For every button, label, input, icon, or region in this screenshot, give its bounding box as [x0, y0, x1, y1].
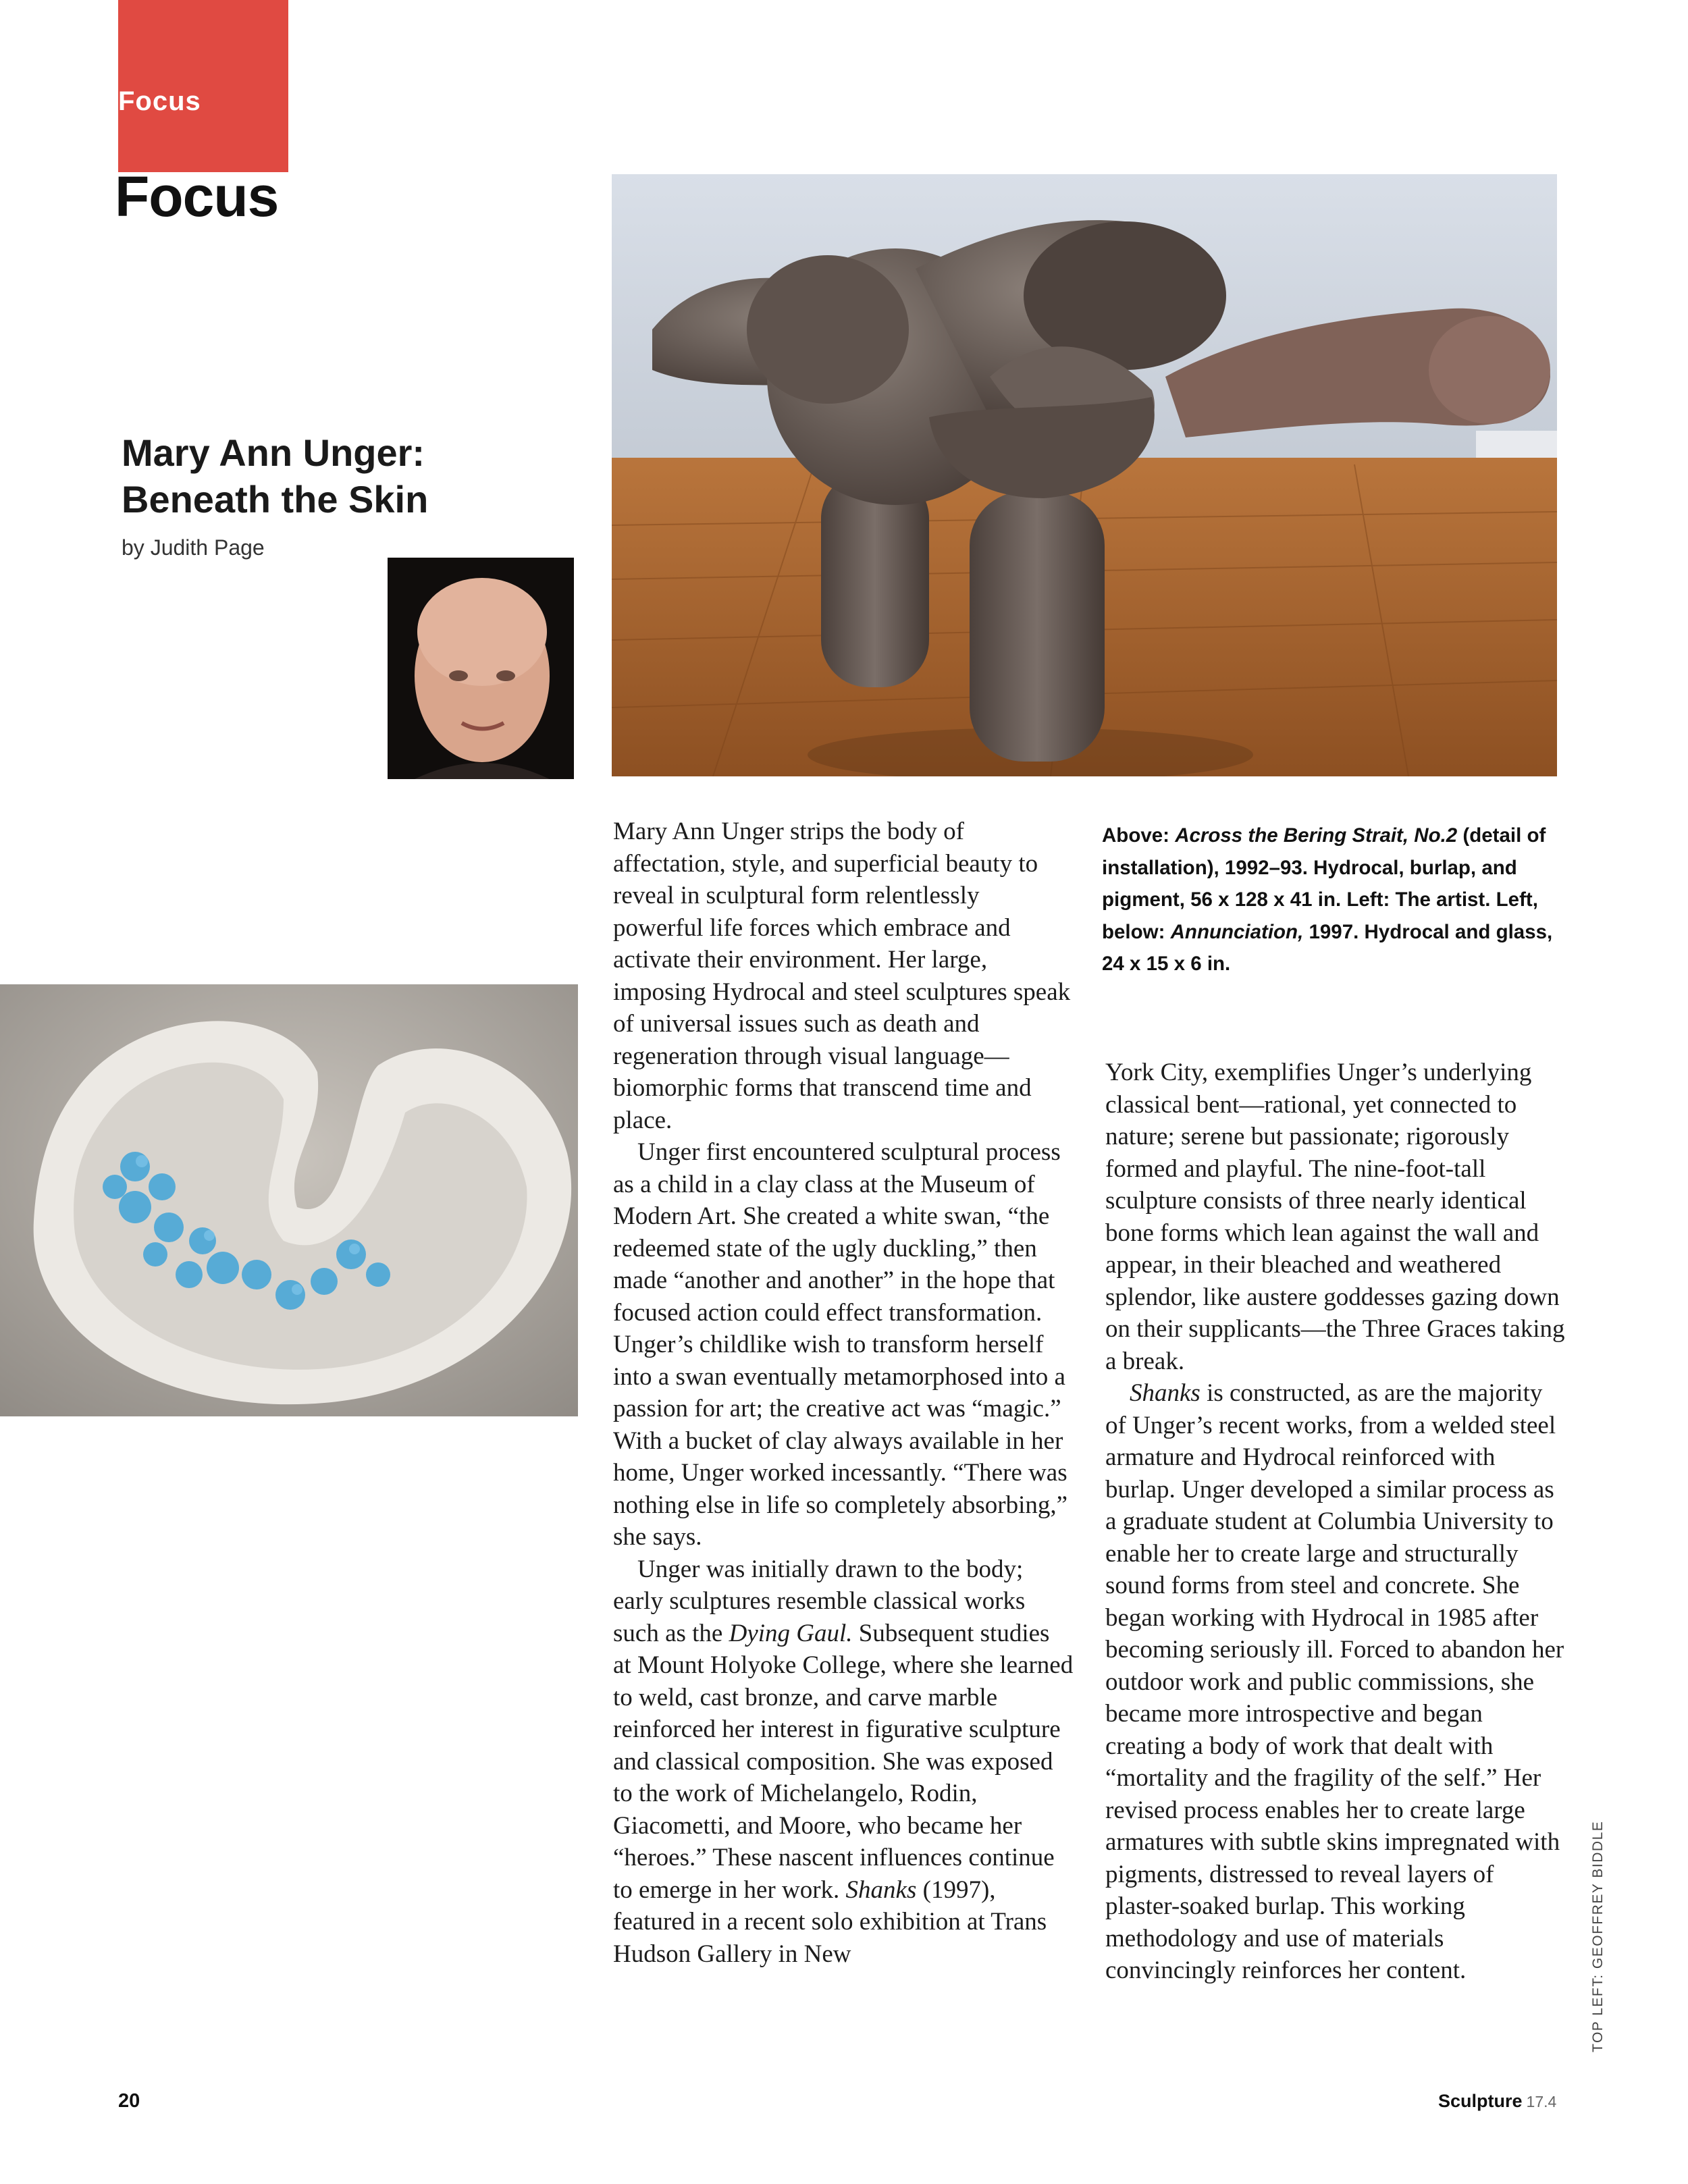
issue-number: 17.4 [1526, 2093, 1557, 2110]
body-text: (1997), featured in a recent solo exhibition at Trans Hudson Gallery in New [613, 1875, 1047, 1968]
artwork-title: Shanks [1130, 1379, 1201, 1407]
body-paragraph: York City, exemplifies Unger’s underlying classical bent—rational, yet connected to nature; serene but passionate; rigorously formed and playful. The nine-foot-tall sculpture consists of three nearly identical bone forms which lean against the wall and appear, in their bleached and weathered splendor, like austere goddesses gazing down on their supplicants—the Three Graces taking a break. [1105, 1059, 1565, 1375]
body-paragraph: Mary Ann Unger strips the body of affectation, style, and superficial beauty to reveal in sculptural form relentlessly powerful life forces which embrace and activate their environment. Her large, imposing Hydrocal and steel sculptures speak of universal issues such as death and regeneration through visual language—biomorphic forms that transcend time and place. [613, 818, 1071, 1134]
body-column-1 [613, 816, 1074, 1970]
photo-caption [1102, 820, 1575, 980]
section-title: Focus [115, 165, 279, 228]
caption-text: 1997. Hydrocal and glass, 24 x 15 x 6 in. [1102, 920, 1553, 975]
body-text: is constructed, as are the majority of Unger’s recent works, from a welded steel armature and Hydrocal reinforced with burlap. Unger developed a similar process as a graduate student at Columbia University to enable her to create large and structurally sound forms from steel and concrete. She began working with Hydrocal in 1985 after becoming seriously ill. Forced to abandon her outdoor work and public commissions, she became more introspective and began creating a body of work that dealt with “mortality and the fragility of the self.” Her revised process enables her to create large armatures with subtle skins impregnated with pigments, distressed to reveal layers of plaster-soaked burlap. This working methodology and use of materials convincingly reinforces her content. [1105, 1379, 1564, 1984]
body-column-2 [1105, 1057, 1566, 1987]
page-number: 20 [118, 2090, 140, 2112]
caption-text: Left: The artist. Left, below: [1102, 888, 1538, 943]
caption-label: Above: [1102, 824, 1169, 847]
sculpture-photo-annunciation [0, 984, 578, 1416]
sculpture-photo-across-the-bering-strait [612, 174, 1557, 776]
body-paragraph: Unger first encountered sculptural process as a child in a clay class at the Museum of Modern Art. She created a white swan, “the redeemed state of the ugly duckling,” then made “another and another” in the hope that focused action could effect transformation. Unger’s childlike wish to transform herself into a swan eventually metamorphosed into a passion for art; the creative act was “magic.” With a bucket of clay always available in her home, Unger worked incessantly. “There was nothing else in life so completely absorbing,” she says. [613, 1138, 1068, 1551]
photo-credit: TOP LEFT: GEOFFREY BIDDLE [1590, 1820, 1606, 2052]
footer-publication [1438, 2091, 1556, 2112]
body-paragraph [613, 1553, 1074, 1971]
artwork-title: Dying Gaul. [729, 1619, 853, 1647]
body-text: Subsequent studies at Mount Holyoke College, where she learned to weld, cast bronze, and carve marble reinforced her interest in figurative sculpture and classical composition. She was exposed to the work of Michelangelo, Rodin, Giacometti, and Moore, who became her “heroes.” These nascent influences continue to emerge in her work. [613, 1619, 1074, 1904]
body-paragraph [1105, 1377, 1566, 1987]
publication-name: Sculpture [1438, 2091, 1523, 2111]
artwork-title: Shanks [845, 1875, 917, 1904]
article-headline [122, 429, 500, 523]
headline-line-2: Beneath the Skin [122, 478, 429, 521]
headline-line-1: Mary Ann Unger: [122, 431, 425, 474]
caption-text: (detail of installation), 1992–93. Hydrocal, burlap, and pigment, 56 x 128 x 41 in. [1102, 824, 1546, 911]
byline: by Judith Page [122, 535, 265, 560]
body-text: Unger was initially drawn to the body; early sculptures resemble classical works such as the [613, 1555, 1026, 1647]
caption-artwork-title: Annunciation, [1170, 920, 1304, 943]
caption-artwork-title: Across the Bering Strait, No.2 [1175, 824, 1458, 847]
artist-portrait [388, 558, 574, 779]
section-tab-label: Focus [118, 86, 201, 116]
